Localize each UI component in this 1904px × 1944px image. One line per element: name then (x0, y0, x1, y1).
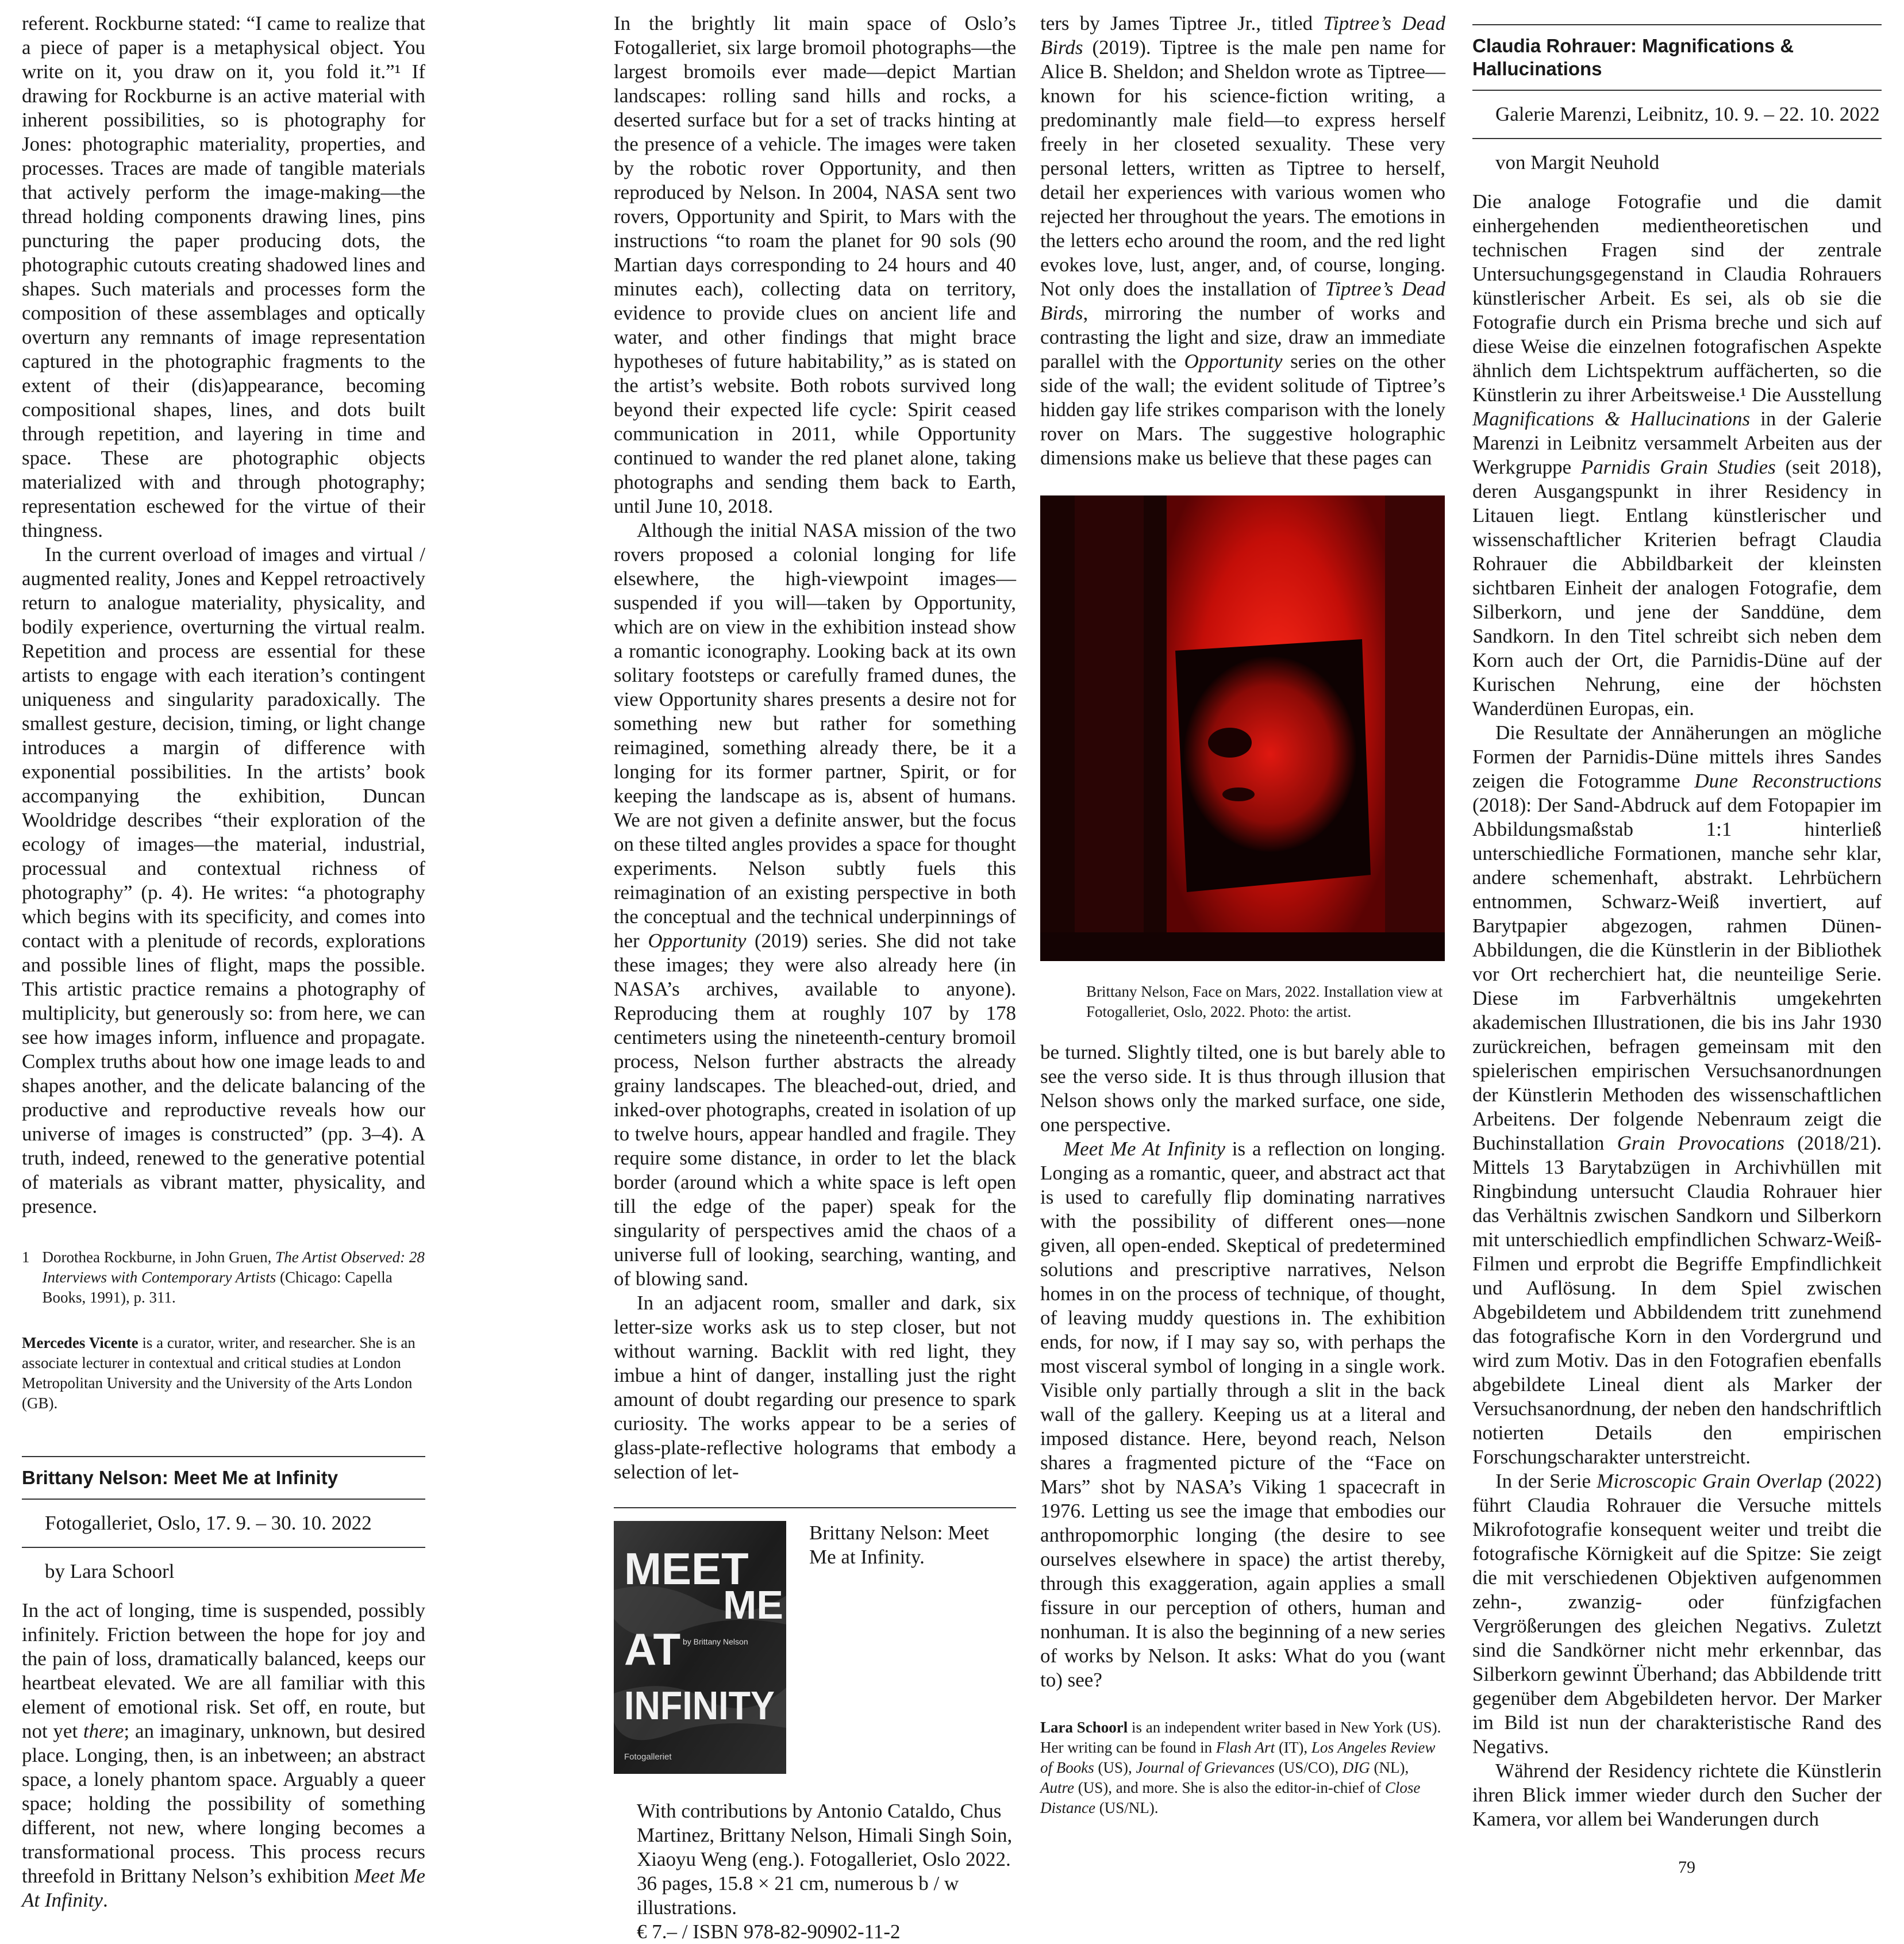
svg-text:ME: ME (723, 1582, 783, 1627)
paragraph: In der Serie Microscopic Grain Overlap (2022) führt Claudia Rohrauer die Versuche mittels Mikrofotografie konsequent weiter und treibt die fotografische Körnigkeit auf die Spitze: Sie zeigt die mit verschiedenen Objektiven aufgenommen zehn-, zwanzig- oder fünfzigfachen Vergrößerungen des gleichen Negativs. Zuletzt sind die Sandkörner nicht mehr erkennbar, das Silberkorn gewinnt Überhand; das Abbildende tritt gegenüber dem Abgebildeten hervor. Der Marker im Bild ist nun der charakteristische Rand des Negativs. (1472, 1470, 1882, 1758)
book-title: Brittany Nelson: Meet Me at Infinity. (809, 1522, 990, 1568)
paragraph: In an adjacent room, smaller and dark, six letter-size works ask us to step closer, but not without warning. Backlit with red light, they imbue a hint of danger, installing just the right amount of doubt regarding our presence to spark curiosity. The works appear to be a series of glass-plate-reflective holograms that embody a selection of let- (614, 1292, 1016, 1483)
review-venue: Galerie Marenzi, Leibnitz, 10. 9. – 22. 10. 2022 (1472, 91, 1882, 139)
svg-text:Fotogalleriet: Fotogalleriet (624, 1752, 672, 1762)
review-text (1472, 190, 1882, 1831)
bio-text: is a curator, writer, and researcher. She is an associate lecturer in contextual and critical studies at London Metropolitan University and the University of the Arts London (GB). (22, 1334, 416, 1412)
review-text-continued (1040, 1040, 1445, 1692)
author-bio: Lara Schoorl is an independent writer based in New York (US). Her writing can be found in Flash Art (IT), Los Angeles Review of Books (US), Journal of Grievances (US/CO), DIG (NL), Autre (US), and more. She is also the editor-in-chief of Close Distance (US/NL). (1040, 1719, 1441, 1816)
review-title: Brittany Nelson: Meet Me at Infinity (22, 1456, 425, 1500)
paragraph: referent. Rockburne stated: “I came to realize that a piece of paper is a metaphysical object. You write on it, you draw on it, you fold it.”¹ If drawing for Rockburne is an active material with inherent possibilities, so is photography for Jones: photographic materiality, properties, and processes. Traces are made of tangible materials that actively perform the image-making—the thread holding components drawing lines, pins puncturing the paper producing dots, the photographic cutouts creating shadowed lines and shapes. Such materials and processes form the composition of these assemblages and optically overturn any remnants of image representation captured in the photographic fragments to the extent of their (dis)appearance, becoming compositional shapes, lines, and dots built through repetition, and layering in time and space. These are photographic objects materialized with and through photography; representation eschewed for the virtue of their thingness. (22, 12, 425, 541)
paragraph: In the act of longing, time is suspended, possibly infinitely. Friction between the hope for joy and the pain of loss, dramatically balanced, keeps our heartbeat elevated. We are all familiar with this element of emotional risk. Set off, en route, but not yet there; an imaginary, unknown, but desired place. Longing, then, is an inbetween; an abstract space, a lonely phantom space. Arguably a queer space; holding the possibility of something different, not new, where longing becomes a transformational process. This process recurs threefold in Brittany Nelson’s exhibition Meet Me At Infinity. (22, 1599, 426, 1911)
installation-photo (1040, 495, 1445, 961)
paragraph: be turned. Slightly tilted, one is but barely able to see the verso side. It is thus through illusion that Nelson shows only the marked surface, one side, one perspective. (1040, 1041, 1445, 1136)
book-info (614, 1507, 1016, 1774)
footnote-text: Dorothea Rockburne, in John Gruen, The Artist Observed: 28 Interviews with Contemporary Artists (Chicago: Capella Books, 1991), p. 311. (42, 1248, 425, 1306)
face-on-mars-image (1040, 495, 1445, 961)
review-title: Claudia Rohrauer: Magnifications & Hallucinations (1472, 24, 1882, 91)
footnote (22, 1247, 425, 1308)
column-3 (1040, 11, 1445, 1818)
book-details (614, 1799, 1016, 1944)
paragraph: In the current overload of images and virtual / augmented reality, Jones and Keppel retroactively return to analogue materiality, physicality, and bodily experience, overturning the virtual realm. Repetition and process are essential for these artists to engage with each iteration’s contingent uniqueness and singularity paradoxically. The smallest gesture, decision, timing, or light change introduces a margin of difference with exponential possibilities. In the artists’ book accompanying the exhibition, Duncan Wooldridge describes “their exploration of the ecology of images—the material, industrial, processual and contextual richness of photography” (p. 4). He writes: “a photography which begins with its specificity, and comes into contact with a plenitude of records, explorations and possible lines of flight, maps the possible. This artistic practice remains a photography of multiplicity, but generously so: from here, we can see how images inform, influence and propagate. Complex truths about how one image leads to and shapes another, and the delicate balancing of the productive and reproductive reveals how our universe of images is constructed” (pp. 3–4). A truth, indeed, renewed to the generative potential of materials as vibrant matter, physicality, and presence. (22, 543, 425, 1217)
book-contributors: With contributions by Antonio Cataldo, Chus Martinez, Brittany Nelson, Himali Singh Soin, Xiaoyu Weng (eng.). Fotogalleriet, Oslo 2022. (637, 1800, 1013, 1870)
review-author: von Margit Neuhold (1495, 151, 1660, 174)
paragraph: Während der Residency richtete die Künstlerin ihren Blick immer wieder durch den Sucher der Kamera, vor allem bei Wanderungen durch (1472, 1759, 1882, 1830)
paragraph: Die Resultate der Annäherungen an mögliche Formen der Parnidis-Düne mittels ihres Sandes zeigen die Fotogramme Dune Reconstructions (2018): Der Sand-Abdruck auf dem Fotopapier im Abbildungsmaßstab 1:1 hinterließ unterschiedliche Formationen, manche sehr klar, andere schemenhaft, abstrakt. Lehrbüchern entnommen, Schwarz-Weiß invertiert, auf Barytpapier abgezogen, rahmen Dünen-Abbildungen, die die Künstlerin in der Bibliothek vor Ort recherchiert hat, die neunteilige Serie. Diese im Farbverhältnis umgekehrten akademischen Illustrationen, die bis ins Jahr 1930 zurückreichen, befragen gemeinsam mit den spielerischen empirischen Versuchsanordnungen der Künstlerin Methoden des wissenschaftlichen Arbeitens. Der folgende Nebenraum zeigt die Buchinstallation Grain Provocations (2018/21). Mittels 13 Barytabzügen in Archivhüllen mit Ringbindung untersucht Claudia Rohrauer hier das Verhältnis zwischen Sandkorn und Silberkorn mit unterschiedlich empfindlichen Schwarz-Weiß-Filmen und erprobt die Begriffe Empfindlichkeit und Auflösung. In dem Spiel zwischen Abgebildetem und Abbildendem tritt zunehmend das fotografische Korn in den Vordergrund und wird zum Motiv. Das in den Fotografien ebenfalls abgebildete Lineal dient als Marker der Versuchsanordnung, der neben den handschriftlich notierten Details den empirischen Forschungscharakter unterstreicht. (1472, 721, 1882, 1468)
bio-name: Mercedes Vicente (22, 1334, 139, 1351)
column-4 (1472, 11, 1882, 1831)
review-text (22, 1599, 425, 1912)
book-cover-image (614, 1521, 786, 1774)
svg-text:MEET: MEET (624, 1543, 749, 1594)
column-2 (614, 11, 1016, 1944)
svg-text:INFINITY: INFINITY (624, 1683, 775, 1728)
photo-caption: Brittany Nelson, Face on Mars, 2022. Installation view at Fotogalleriet, Oslo, 2022. Photo: the artist. (1086, 983, 1443, 1020)
paragraph: Die analoge Fotografie und die damit einhergehenden medientheoretischen und technischen Fragen sind der zentrale Untersuchungsgegenstand in Claudia Rohrauers künstlerischer Arbeit. Es sei, als ob sie die Fotografie durch ein Prisma breche und sich auf diese Weise die einzelnen fotografischen Aspekte ähnlich dem Lichtspektrum auffächerten, so die Künstlerin zu ihrer Arbeitsweise.¹ Die Ausstellung Magnifications & Hallucinations in der Galerie Marenzi in Leibnitz versammelt Arbeiten aus der Werkgruppe Parnidis Grain Studies (seit 2018), deren Ausgangspunkt in ihrer Residency in Litauen liegt. Entlang künstlerischer und wissenschaftlicher Kriterien befragt Claudia Rohrauer die Abbildbarkeit der kleinsten sichtbaren Einheit der analogen Fotografie, dem Silberkorn, und jene der Sanddüne, dem Sandkorn. In den Titel schreibt sich neben dem Korn auch der Ort, die Parnidis-Düne auf der Kurischen Nehrung, eine der höchsten Wanderdünen Europas, ein. (1472, 190, 1882, 720)
book-format: 36 pages, 15.8 × 21 cm, numerous b / w illustrations. (637, 1872, 959, 1919)
paragraph: ters by James Tiptree Jr., titled Tiptree’s Dead Birds (2019). Tiptree is the male pen name for Alice B. Sheldon; and Sheldon wrote as Tiptree—known for his science-fiction writing, a predominantly male field—to express herself freely in her closeted sexuality. These very personal letters, written as Tiptree to herself, detail her experiences with various women who rejected her throughout the years. The emotions in the letters echo around the room, and the red light evokes love, lust, anger, and, of course, longing. Not only does the installation of Tiptree’s Dead Birds, mirroring the number of works and contrasting the light and size, draw an immediate parallel with the Opportunity series on the other side of the wall; the evident solitude of Tiptree’s hidden gay life strikes comparison with the lonely rover on Mars. The suggestive holographic dimensions make us believe that these pages can (1040, 12, 1446, 469)
essay-text (22, 11, 425, 1219)
svg-text:AT: AT (624, 1624, 681, 1674)
review-text (614, 11, 1016, 1484)
page-number: 79 (1678, 1858, 1695, 1877)
footnote-number: 1 (22, 1248, 30, 1266)
paragraph: Although the initial NASA mission of the two rovers proposed a colonial longing for life elsewhere, the high-viewpoint images—suspended if you will—taken by Opportunity, which are on view in the exhibition instead show a romantic iconography. Looking back at its own solitary footsteps or carefully framed dunes, the view Opportunity shares presents a desire not for something new but rather for something reimagined, something already there, be it a longing for its former partner, Spirit, or for keeping the landscape as is, absent of humans. We are not given a definite answer, but the focus on these tilted angles provides a space for thought experiments. Nelson subtly fuels this reimagination of an existing perspective in both the conceptual and the technical underpinnings of her Opportunity (2019) series. She did not take these images; they were also already here (in NASA’s archives, available to anyone). Reproducing them at roughly 107 by 178 centimeters using the nineteenth-century bromoil process, Nelson further abstracts the already grainy landscapes. The bleached-out, dried, and inked-over photographs, created in isolation of up to twelve hours, appear handled and fragile. They require some distance, in order to let the black border (around which a white space is left open till the edge of the paper) speak for the singularity of perspectives amid the chaos of a universe full of looking, searching, wanting, and of blowing sand. (614, 519, 1017, 1290)
review-venue: Fotogalleriet, Oslo, 17. 9. – 30. 10. 2022 (22, 1500, 425, 1548)
svg-text:by Brittany Nelson: by Brittany Nelson (683, 1637, 748, 1646)
review-author: by Lara Schoorl (45, 1560, 175, 1582)
author-bio (22, 1333, 425, 1413)
review-text (1040, 11, 1445, 470)
paragraph: Meet Me At Infinity is a reflection on longing. Longing as a romantic, queer, and abstract act that is used to carefully flip dominating narratives with the possibility of different ones—none given, all open-ended. Skeptical of predetermined solutions and prescriptive narratives, Nelson homes in on the process of technique, of thought, of leaving muddy questions in. The exhibition ends, for now, if I may say so, with perhaps the most visceral symbol of longing in a single work. Visible only partially through a slit in the back wall of the gallery. Keeping us at a literal and imposed distance. Here, beyond reach, Nelson shares a fragmented picture of the “Face on Mars” shot by NASA’s Viking 1 spacecraft in 1976. Letting us see the image that embodies our anthropomorphic longing (the desire to see ourselves elsewhere in space) the artist thereby, through this exaggeration, again applies a small fissure in our perception of others, human and nonhuman. It is also the beginning of a new series of works by Nelson. It asks: What do you (want to) see? (1040, 1138, 1445, 1691)
paragraph: In the brightly lit main space of Oslo’s Fotogalleriet, six large bromoil photographs—the largest bromoils ever made—depict Martian landscapes: rolling sand hills and rocks, a deserted surface but for a set of tracks hinting at the presence of a vehicle. The images were taken by the robotic rover Opportunity, and then reproduced by Nelson. In 2004, NASA sent two rovers, Opportunity and Spirit, to Mars with the instructions “to roam the planet for 90 sols (90 Martian days corresponding to 24 hours and 40 minutes each), collecting data on territory, evidence to provide clues on ancient life and water, and other findings that might brace hypotheses of future habitability,” as is stated on the artist’s website. Both robots survived long beyond their expected life cycle: Spirit ceased communication in 2011, while Opportunity continued to wander the red planet alone, taking photographs and sending them back to Earth, until June 10, 2018. (614, 12, 1016, 517)
book-price-isbn: € 7.– / ISBN 978-82-90902-11-2 (637, 1920, 901, 1943)
column-1 (22, 11, 425, 1912)
